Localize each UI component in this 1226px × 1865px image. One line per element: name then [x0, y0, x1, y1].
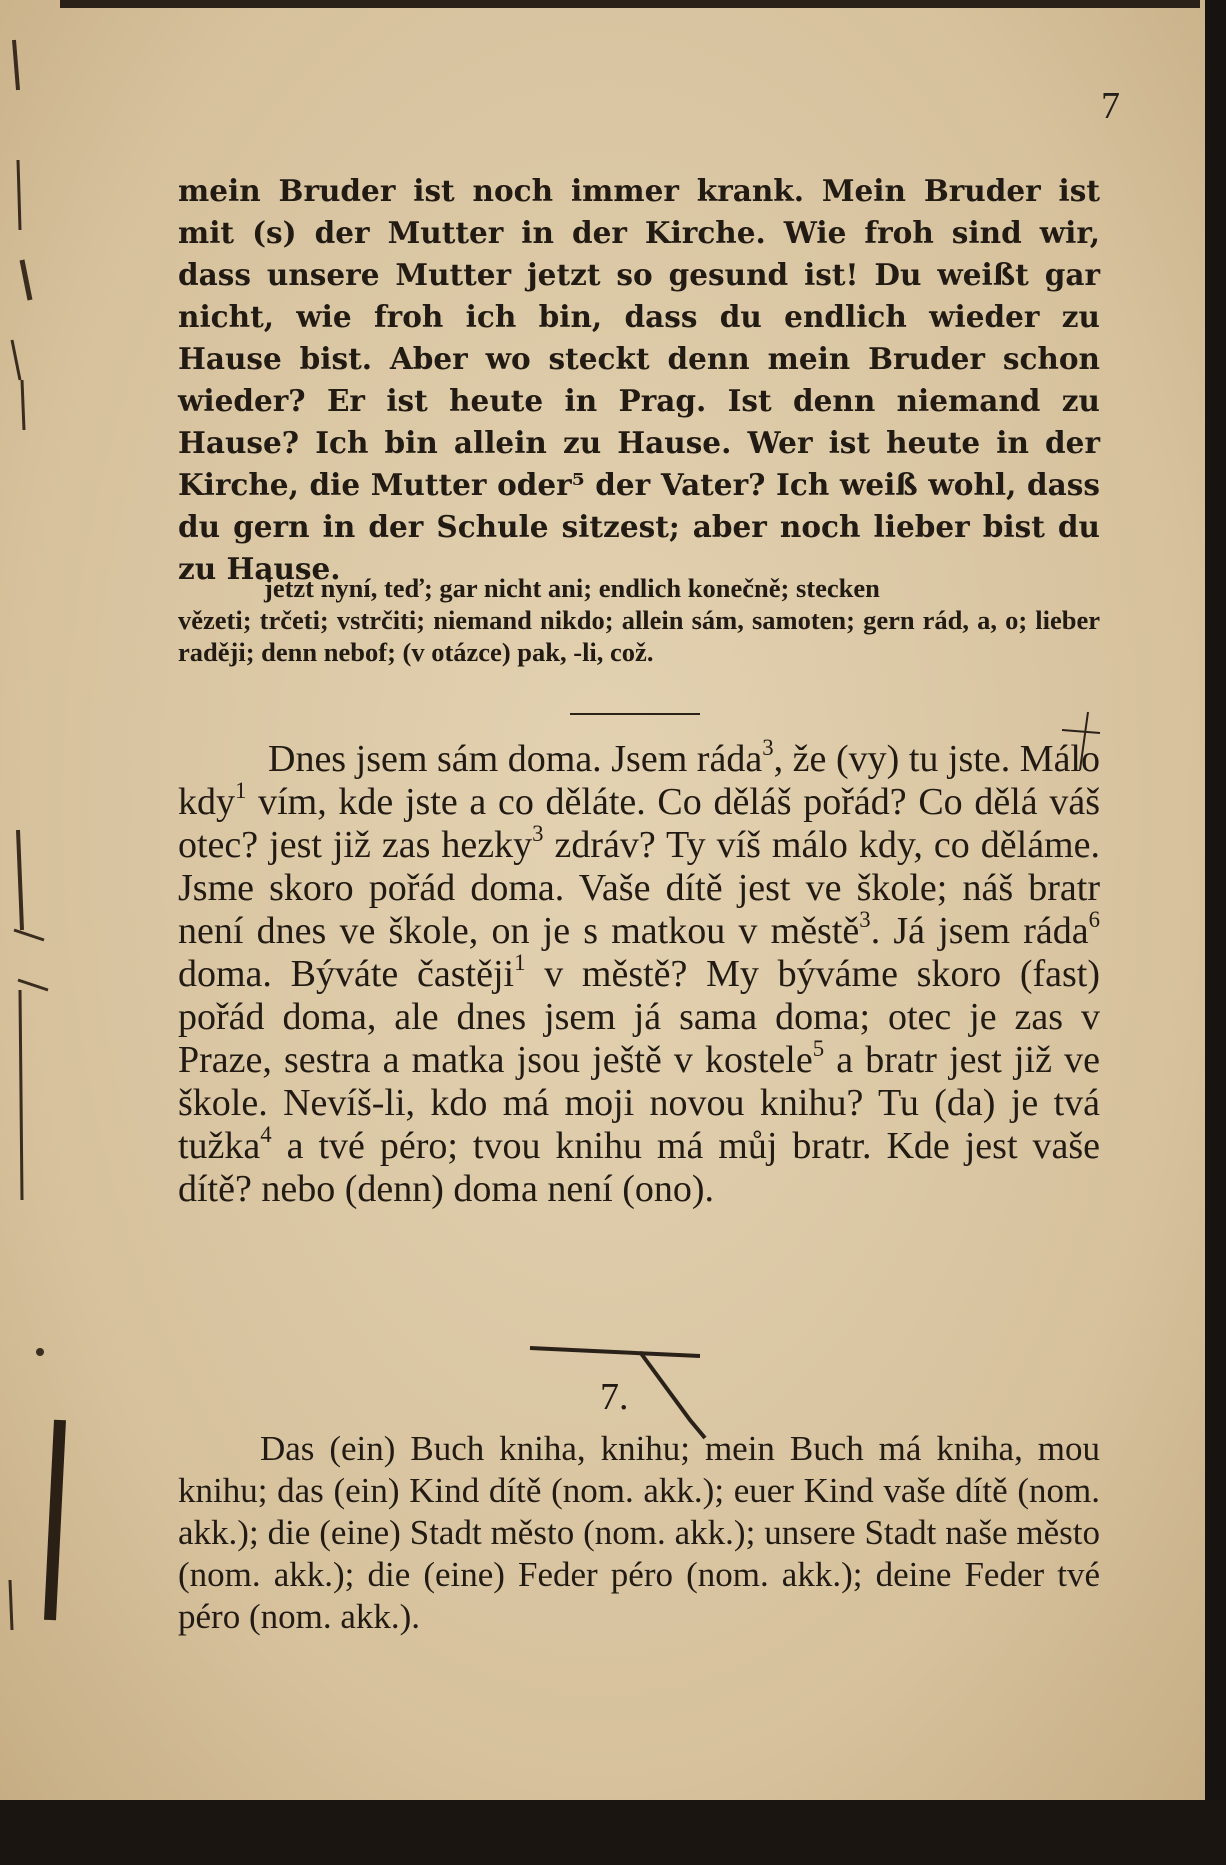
text-run: v městě? My býváme skoro (fast) pořád doma, ale dnes jsem já sama doma; otec je zas v Praze, sestra a matka jsou ještě v kostele [178, 953, 1100, 1081]
text-run: . Já jsem ráda [870, 910, 1089, 952]
czech-exercise-paragraph [178, 735, 1100, 1211]
text-run: a tvé péro; tvou knihu má můj bratr. Kde jest vaše dítě? nebo (denn) doma není (ono). [178, 1125, 1100, 1210]
german-paragraph: mein Bruder ist noch immer krank. Mein Bruder ist mit (s) der Mutter in der Kirche. Wie froh sind wir, dass unsere Mutter jetzt so gesund ist! Du weißt gar nicht, wie froh ich bin, dass du endlich wieder zu Hause bist. Aber wo steckt denn mein Bruder schon wieder? Er ist heute in Prag. Ist denn niemand zu Hause? Ich bin allein zu Hause. Wer ist heute in der Kirche, die Mutter oder⁵ der Vater? Ich weiß wohl, dass du gern in der Schule sitzest; aber noch lieber bist du zu Hause. [178, 173, 1100, 586]
footnote-ref: 1 [514, 950, 526, 976]
footnote-ref: 3 [762, 735, 774, 761]
footnote-ref: 1 [235, 778, 247, 804]
text-run: , že (vy) tu jste. Málo kdy [178, 738, 1100, 823]
vocabulary-list [178, 572, 1100, 668]
page-number: 7 [1101, 85, 1120, 127]
footnote-ref: 6 [1088, 907, 1100, 933]
vocabulary-rest: vězeti; trčeti; vstrčiti; niemand nikdo; allein sám, samoten; gern rád, a, o; lieber raději; denn nebof; (v otázce) pak, -li, což. [178, 605, 1100, 667]
footnote-ref: 3 [859, 907, 871, 933]
section-number: 7. [600, 1376, 629, 1418]
section-text: Das (ein) Buch kniha, knihu; mein Buch má kniha, mou knihu; das (ein) Kind dítě (nom. akk.); euer Kind vaše dítě (nom. akk.); die (eine) Stadt město (nom. akk.); unsere Stadt naše město (nom. akk.); die (eine) Feder péro (nom. akk.); deine Feder tvé péro (nom. akk.). [178, 1429, 1100, 1636]
text-run: Dnes jsem sám doma. Jsem ráda [268, 738, 763, 780]
text-run: a bratr jest již ve škole. Nevíš-li, kdo má moji novou knihu? Tu (da) je tvá tužka [178, 1039, 1100, 1167]
section-divider [570, 713, 700, 715]
text-run: doma. Býváte častěji [178, 953, 515, 995]
text-run: vím, kde jste a co děláte. Co děláš pořád? Co dělá váš otec? jest již zas hezky [178, 781, 1100, 866]
section-7-paragraph [178, 1428, 1100, 1638]
footnote-ref: 5 [812, 1036, 825, 1062]
scan-border-right [1205, 0, 1226, 1865]
footnote-ref: 3 [532, 821, 544, 847]
scan-border-bottom [0, 1800, 1226, 1865]
margin-marks [0, 0, 70, 1800]
vocabulary-line-1: jetzt nyní, teď; gar nicht ani; endlich konečně; stecken [264, 573, 880, 603]
text-run: zdráv? Ty víš málo kdy, co děláme. Jsme skoro pořád doma. Vaše dítě jest ve škole; náš bratr není dnes ve škole, on je s matkou v městě [178, 824, 1100, 952]
scan-border-top [60, 0, 1200, 8]
footnote-ref: 4 [260, 1122, 272, 1148]
